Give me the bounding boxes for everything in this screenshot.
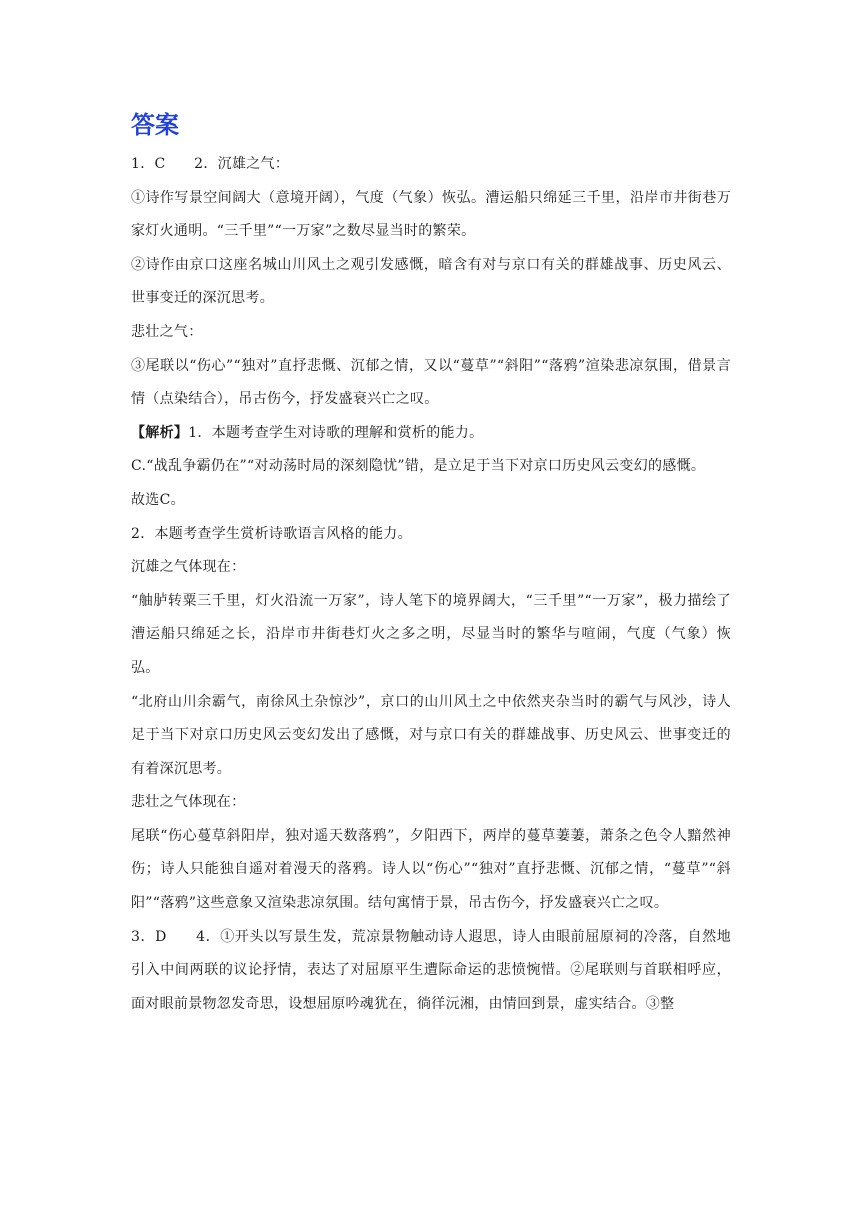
- page-title: 答案: [131, 111, 179, 139]
- answer-point-2: ②诗作由京口这座名城山川风土之观引发感慨，暗含有对与京口有关的群雄战事、历史风云、世事变迁的深沉思考。: [131, 256, 731, 307]
- section-label-beizhuang: 悲壮之气：: [131, 323, 203, 340]
- answer-point-3: ③尾联以“伤心”“独对”直抒悲慨、沉郁之情，又以“蔓草”“斜阳”“落鸦”渲染悲凉氛围，借景言情（点染结合），吊古伤今，抒发盛衰兴亡之叹。: [131, 357, 731, 408]
- answer-document: [131, 108, 731, 1021]
- analysis-text: 1．本题考查学生对诗歌的理解和赏析的能力。: [188, 424, 484, 441]
- section-label-chenxiong: 沉雄之气体现在：: [131, 559, 246, 576]
- answer-line-3-4: 3．D 4．①开头以写景生发，荒凉景物触动诗人遐思，诗人由眼前屈原祠的冷落，自然地引入中间两联的议论抒情，表达了对屈原平生遭际命运的悲愤惋惜。②尾联则与首联相呼应，面对眼前景物忽发奇思，设想屈原吟魂犹在，徜徉沅湘，由情回到景，虚实结合。③整: [131, 928, 731, 1012]
- analysis-option-c: C.“战乱争霸仍在”“对动荡时局的深刻隐忧”错，是立足于当下对京口历史风云变幻的感慨。: [131, 458, 706, 475]
- analysis-q2-intro: 2．本题考查学生赏析诗歌语言风格的能力。: [131, 525, 412, 542]
- answer-point-1: ①诗作写景空间阔大（意境开阔），气度（气象）恢弘。漕运船只绵延三千里，沿岸市井街巷万家灯火通明。“三千里”“一万家”之数尽显当时的繁荣。: [131, 189, 731, 240]
- analysis-chenxiong-1: “舳胪转粟三千里，灯火沿流一万家”，诗人笔下的境界阔大，“三千里”“一万家”，极力描绘了漕运船只绵延之长，沿岸市井街巷灯火之多之明，尽显当时的繁华与喧闹，气度（气象）恢弘。: [131, 592, 731, 676]
- answer-line-1: 1．C 2．沉雄之气：: [131, 156, 290, 172]
- analysis-label: 【解析】: [131, 424, 189, 441]
- analysis-paragraph: [131, 417, 731, 451]
- analysis-chenxiong-2: “北府山川余霸气，南徐风土杂惊沙”，京口的山川风土之中依然夹杂当时的霸气与风沙，诗人足于当下对京口历史风云变幻发出了感慨，对与京口有关的群雄战事、历史风云、世事变迁的有着深沉思考。: [131, 693, 731, 777]
- section-label-beizhuang-2: 悲壮之气体现在：: [131, 794, 246, 811]
- analysis-choice: 故选C。: [131, 491, 185, 508]
- analysis-beizhuang: 尾联“伤心蔓草斜阳岸，独对遥天数落鸦”，夕阳西下，两岸的蔓草萋萋，萧条之色令人黯然神伤；诗人只能独自遥对着漫天的落鸦。诗人以“伤心”“独对”直抒悲慨、沉郁之情，“蔓草”“斜阳”“落鸦”这些意象又渲染悲凉氛围。结句寓情于景，吊古伤今，抒发盛衰兴亡之叹。: [131, 827, 731, 912]
